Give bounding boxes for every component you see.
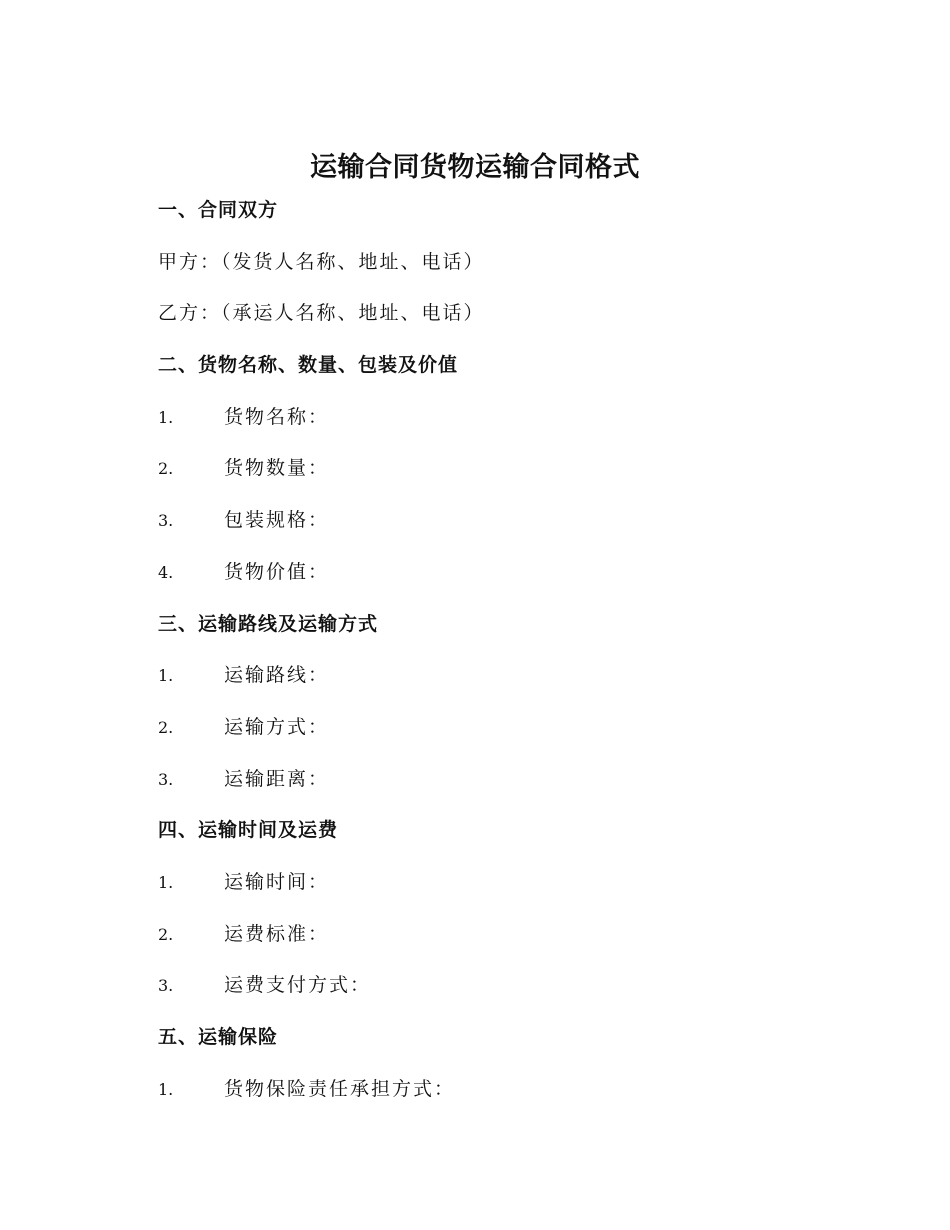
item-number: 3. [158, 769, 174, 789]
item-text: 运费支付方式： [224, 974, 372, 997]
item-number: 1. [158, 872, 174, 892]
section-heading: 三、运输路线及运输方式 [158, 612, 379, 635]
item-text: 货物名称： [224, 405, 330, 428]
document-title: 运输合同货物运输合同格式 [310, 152, 640, 183]
section-heading: 四、运输时间及运费 [158, 819, 339, 842]
section-heading: 二、货物名称、数量、包装及价值 [158, 354, 459, 377]
document-body [158, 196, 808, 1126]
list-item [158, 868, 808, 920]
list-item [158, 920, 808, 972]
item-number: 2. [158, 924, 174, 944]
item-text: 货物保险责任承担方式： [224, 1077, 456, 1100]
item-text: 运费标准： [224, 922, 330, 945]
party-b-line: 乙方：（承运人名称、地址、电话） [158, 302, 485, 325]
item-number: 2. [158, 459, 174, 479]
item-number: 1. [158, 666, 174, 686]
item-number: 4. [158, 562, 174, 582]
item-number: 1. [158, 407, 174, 427]
list-item [158, 661, 808, 713]
item-text: 货物数量： [224, 457, 330, 480]
list-item [158, 403, 808, 455]
item-number: 2. [158, 717, 174, 737]
item-text: 运输路线： [224, 664, 330, 687]
item-text: 包装规格： [224, 509, 330, 532]
list-item [158, 558, 808, 610]
item-text: 运输时间： [224, 870, 330, 893]
list-item [158, 1075, 808, 1127]
item-number: 3. [158, 976, 174, 996]
list-item [158, 971, 808, 1023]
party-a-line: 甲方：（发货人名称、地址、电话） [158, 250, 485, 273]
item-text: 运输距离： [224, 767, 330, 790]
item-number: 3. [158, 511, 174, 531]
item-number: 1. [158, 1079, 174, 1099]
list-item [158, 454, 808, 506]
item-text: 货物价值： [224, 560, 330, 583]
list-item [158, 506, 808, 558]
section-heading: 一、合同双方 [158, 199, 279, 221]
section-heading: 五、运输保险 [158, 1026, 279, 1048]
list-item [158, 765, 808, 817]
item-text: 运输方式： [224, 715, 330, 738]
list-item [158, 713, 808, 765]
